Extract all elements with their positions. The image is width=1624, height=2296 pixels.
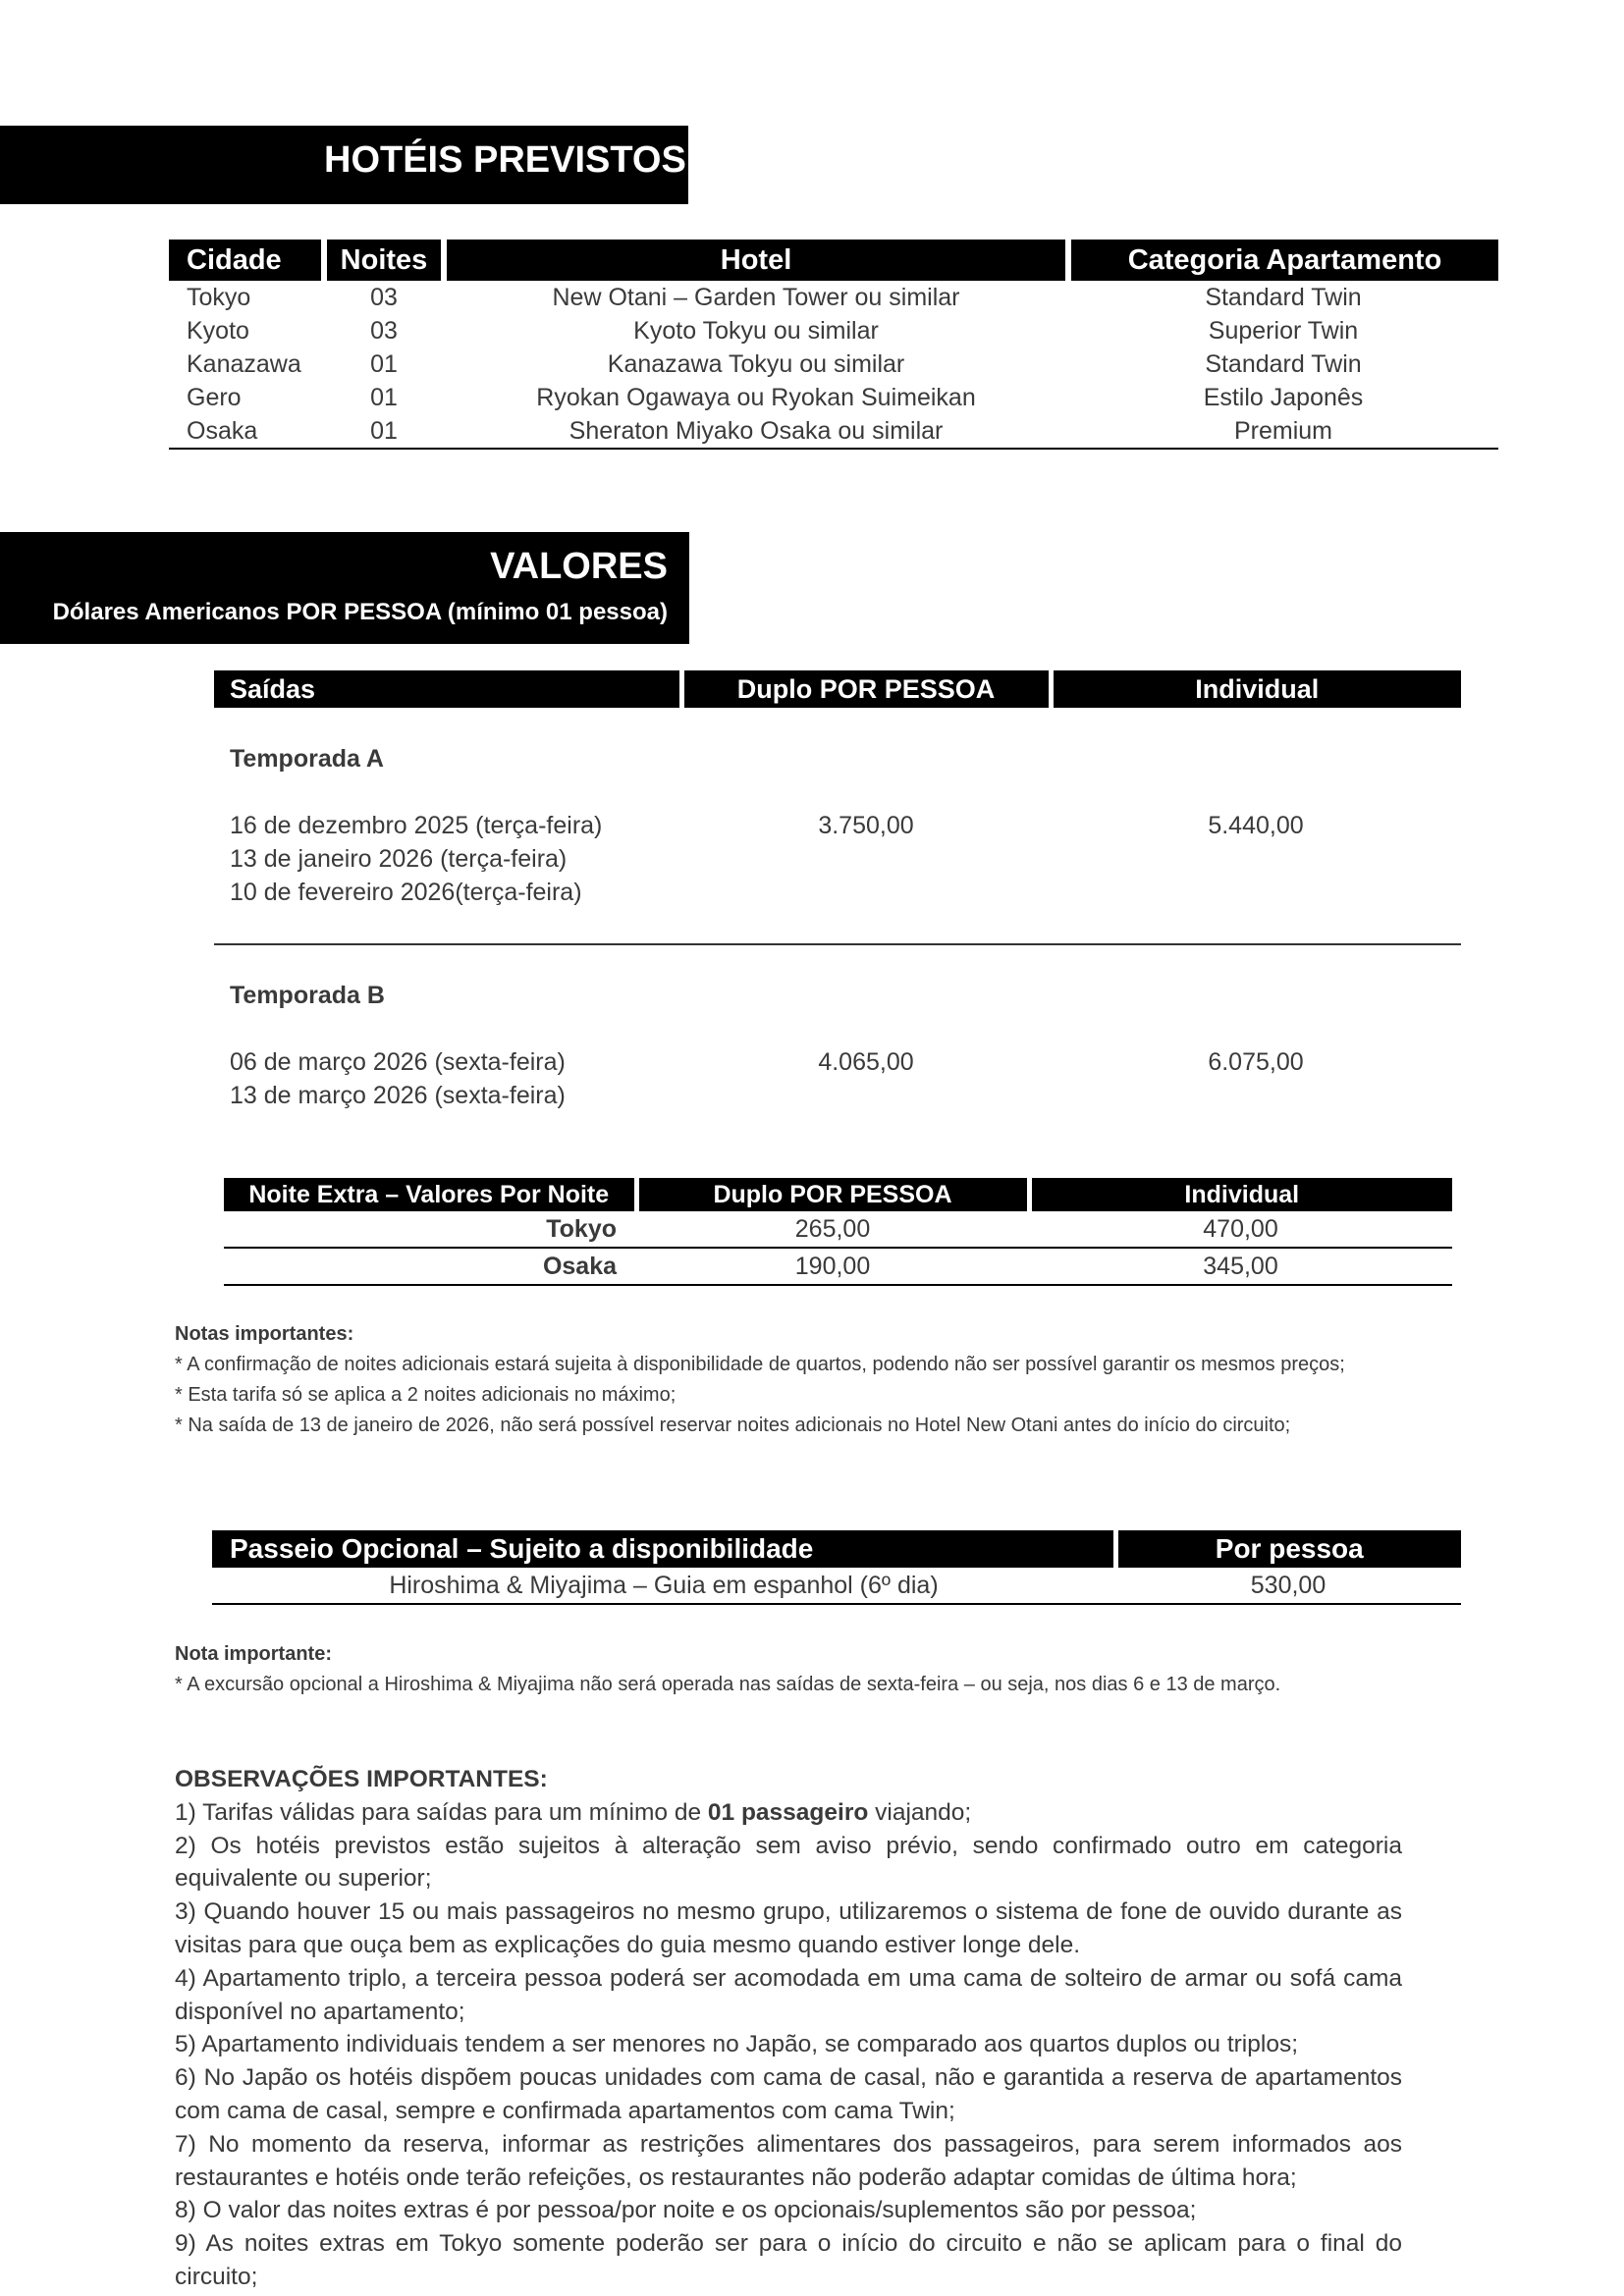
double-price-cell: 190,00 xyxy=(636,1248,1029,1285)
table-row xyxy=(169,347,1498,381)
important-observations xyxy=(175,1763,1402,2294)
hotel-cell: Kyoto Tokyu ou similar xyxy=(633,316,879,345)
table-row xyxy=(212,1568,1461,1604)
category-cell: Estilo Japonês xyxy=(1203,383,1364,411)
double-price-cell: 265,00 xyxy=(636,1211,1029,1248)
departure-date: 13 de janeiro 2026 (terça-feira) xyxy=(230,845,568,873)
observation-item: 2) Os hotéis previstos estão sujeitos à alteração sem aviso prévio, sendo confirmado outro em categoria equivalente ou superior; xyxy=(175,1832,1402,1893)
table-row xyxy=(169,414,1498,449)
nights-cell: 03 xyxy=(370,283,398,311)
season-b-dates xyxy=(230,1045,566,1112)
category-cell: Standard Twin xyxy=(1205,283,1362,311)
tour-price-cell: 530,00 xyxy=(1115,1568,1461,1604)
season-a-single-price: 5.440,00 xyxy=(1208,812,1304,839)
important-note xyxy=(175,1639,1400,1700)
observations-title: OBSERVAÇÕES IMPORTANTES: xyxy=(175,1766,548,1792)
departure-date: 10 de fevereiro 2026(terça-feira) xyxy=(230,879,582,906)
observation-item: 4) Apartamento triplo, a terceira pessoa poderá ser acomodada em uma cama de solteiro de armar ou sofá cama disponível no apartamento; xyxy=(175,1964,1402,2025)
city-cell: Osaka xyxy=(169,414,324,449)
observation-item: 9) As noites extras em Tokyo somente poderão ser para o início do circuito e não se aplicam para o final do circuito; xyxy=(175,2230,1402,2290)
table-row xyxy=(169,381,1498,414)
category-cell: Premium xyxy=(1068,414,1498,449)
note-item: * A confirmação de noites adicionais estará sujeita à disponibilidade de quartos, podendo não ser possível garantir os mesmos preços; xyxy=(175,1354,1345,1375)
season-b-single-price: 6.075,00 xyxy=(1208,1048,1304,1076)
departure-date: 16 de dezembro 2025 (terça-feira) xyxy=(230,812,603,839)
observation-item: 8) O valor das noites extras é por pessoa/por noite e os opcionais/suplementos são por pessoa; xyxy=(175,2197,1197,2224)
city-cell: Tokyo xyxy=(187,283,251,311)
col-header-room-category: Categoria Apartamento xyxy=(1068,240,1498,281)
city-cell: Gero xyxy=(187,383,242,411)
observation-item: 6) No Japão os hotéis dispõem poucas unidades com cama de casal, não e garantida a reserva de apartamentos com cama de casal, sempre e confirmada apartamentos com cama Twin; xyxy=(175,2064,1402,2124)
col-header-departures: Saídas xyxy=(214,670,681,708)
nights-cell: 01 xyxy=(370,383,398,411)
hotel-cell: New Otani – Garden Tower ou similar xyxy=(552,283,960,311)
observation-item: 5) Apartamento individuais tendem a ser menores no Japão, se comparado aos quartos duplos ou triplos; xyxy=(175,2031,1298,2058)
observation-item: 7) No momento da reserva, informar as restrições alimentares dos passageiros, para serem informados aos restaurantes e hotéis onde terão refeições, os restaurantes não poderão adaptar comidas de última hora; xyxy=(175,2130,1402,2191)
hotels-table xyxy=(169,240,1498,450)
city-cell: Kanazawa xyxy=(187,349,301,378)
observation-item: 3) Quando houver 15 ou mais passageiros no mesmo grupo, utilizaremos o sistema de fone de ouvido durante as visitas para que ouça bem as explicações do guia mesmo quando estiver longe dele. xyxy=(175,1898,1402,1958)
table-row xyxy=(169,281,1498,314)
season-a-name: Temporada A xyxy=(230,745,384,773)
values-section-subtitle: Dólares Americanos POR PESSOA (mínimo 01 pessoa) xyxy=(52,599,668,625)
values-section-banner xyxy=(0,532,689,644)
city-cell: Osaka xyxy=(224,1248,636,1285)
season-a-double-price: 3.750,00 xyxy=(818,812,914,839)
hotel-cell: Ryokan Ogawaya ou Ryokan Suimeikan xyxy=(536,383,976,411)
single-price-cell: 470,00 xyxy=(1029,1211,1452,1248)
nights-cell: 01 xyxy=(370,349,398,378)
col-header-single: Individual xyxy=(1029,1178,1452,1211)
extra-nights-table xyxy=(224,1178,1452,1286)
hotel-cell: Sheraton Miyako Osaka ou similar xyxy=(444,414,1068,449)
nights-cell: 03 xyxy=(370,316,398,345)
hotels-section-banner xyxy=(0,126,688,204)
season-b-name: Temporada B xyxy=(230,982,385,1009)
season-divider xyxy=(214,943,1461,945)
table-row xyxy=(169,314,1498,347)
season-b-double-price: 4.065,00 xyxy=(818,1048,914,1076)
departure-date: 13 de março 2026 (sexta-feira) xyxy=(230,1082,566,1109)
observation-item: 1) Tarifas válidas para saídas para um mínimo de 01 passageiro viajando; xyxy=(175,1798,972,1826)
nights-cell: 01 xyxy=(324,414,444,449)
note-text: * A excursão opcional a Hiroshima & Miyajima não será operada nas saídas de sexta-feira – ou seja, nos dias 6 e 13 de março. xyxy=(175,1674,1281,1695)
single-price-cell: 345,00 xyxy=(1029,1248,1452,1285)
tour-name-cell: Hiroshima & Miyajima – Guia em espanhol (6º dia) xyxy=(212,1568,1115,1604)
col-header-double: Duplo POR PESSOA xyxy=(681,670,1051,708)
city-cell: Kyoto xyxy=(187,316,249,345)
season-a-dates xyxy=(230,809,602,909)
col-header-per-person: Por pessoa xyxy=(1115,1530,1461,1568)
note-item: * Esta tarifa só se aplica a 2 noites adicionais no máximo; xyxy=(175,1384,677,1406)
departure-date: 06 de março 2026 (sexta-feira) xyxy=(230,1048,566,1076)
values-section-title: VALORES xyxy=(490,546,668,587)
col-header-nights: Noites xyxy=(324,240,444,281)
note-title: Nota importante: xyxy=(175,1643,332,1665)
notes-title: Notas importantes: xyxy=(175,1323,354,1345)
category-cell: Superior Twin xyxy=(1208,316,1359,345)
note-item: * Na saída de 13 de janeiro de 2026, não será possível reservar noites adicionais no Hotel New Otani antes do início do circuito; xyxy=(175,1415,1291,1436)
table-row xyxy=(224,1248,1452,1285)
col-header-single: Individual xyxy=(1051,670,1461,708)
important-notes xyxy=(175,1319,1400,1441)
category-cell: Standard Twin xyxy=(1205,349,1362,378)
table-row xyxy=(224,1211,1452,1248)
col-header-extra-night: Noite Extra – Valores Por Noite xyxy=(224,1178,636,1211)
col-header-hotel: Hotel xyxy=(444,240,1068,281)
hotel-cell: Kanazawa Tokyu ou similar xyxy=(607,349,905,378)
city-cell: Tokyo xyxy=(224,1211,636,1248)
col-header-double: Duplo POR PESSOA xyxy=(636,1178,1029,1211)
prices-table-header xyxy=(214,670,1461,708)
hotels-section-title: HOTÉIS PREVISTOS xyxy=(324,139,686,181)
col-header-city: Cidade xyxy=(169,240,324,281)
optional-tour-table xyxy=(212,1530,1461,1605)
col-header-optional-tour: Passeio Opcional – Sujeito a disponibilidade xyxy=(212,1530,1115,1568)
